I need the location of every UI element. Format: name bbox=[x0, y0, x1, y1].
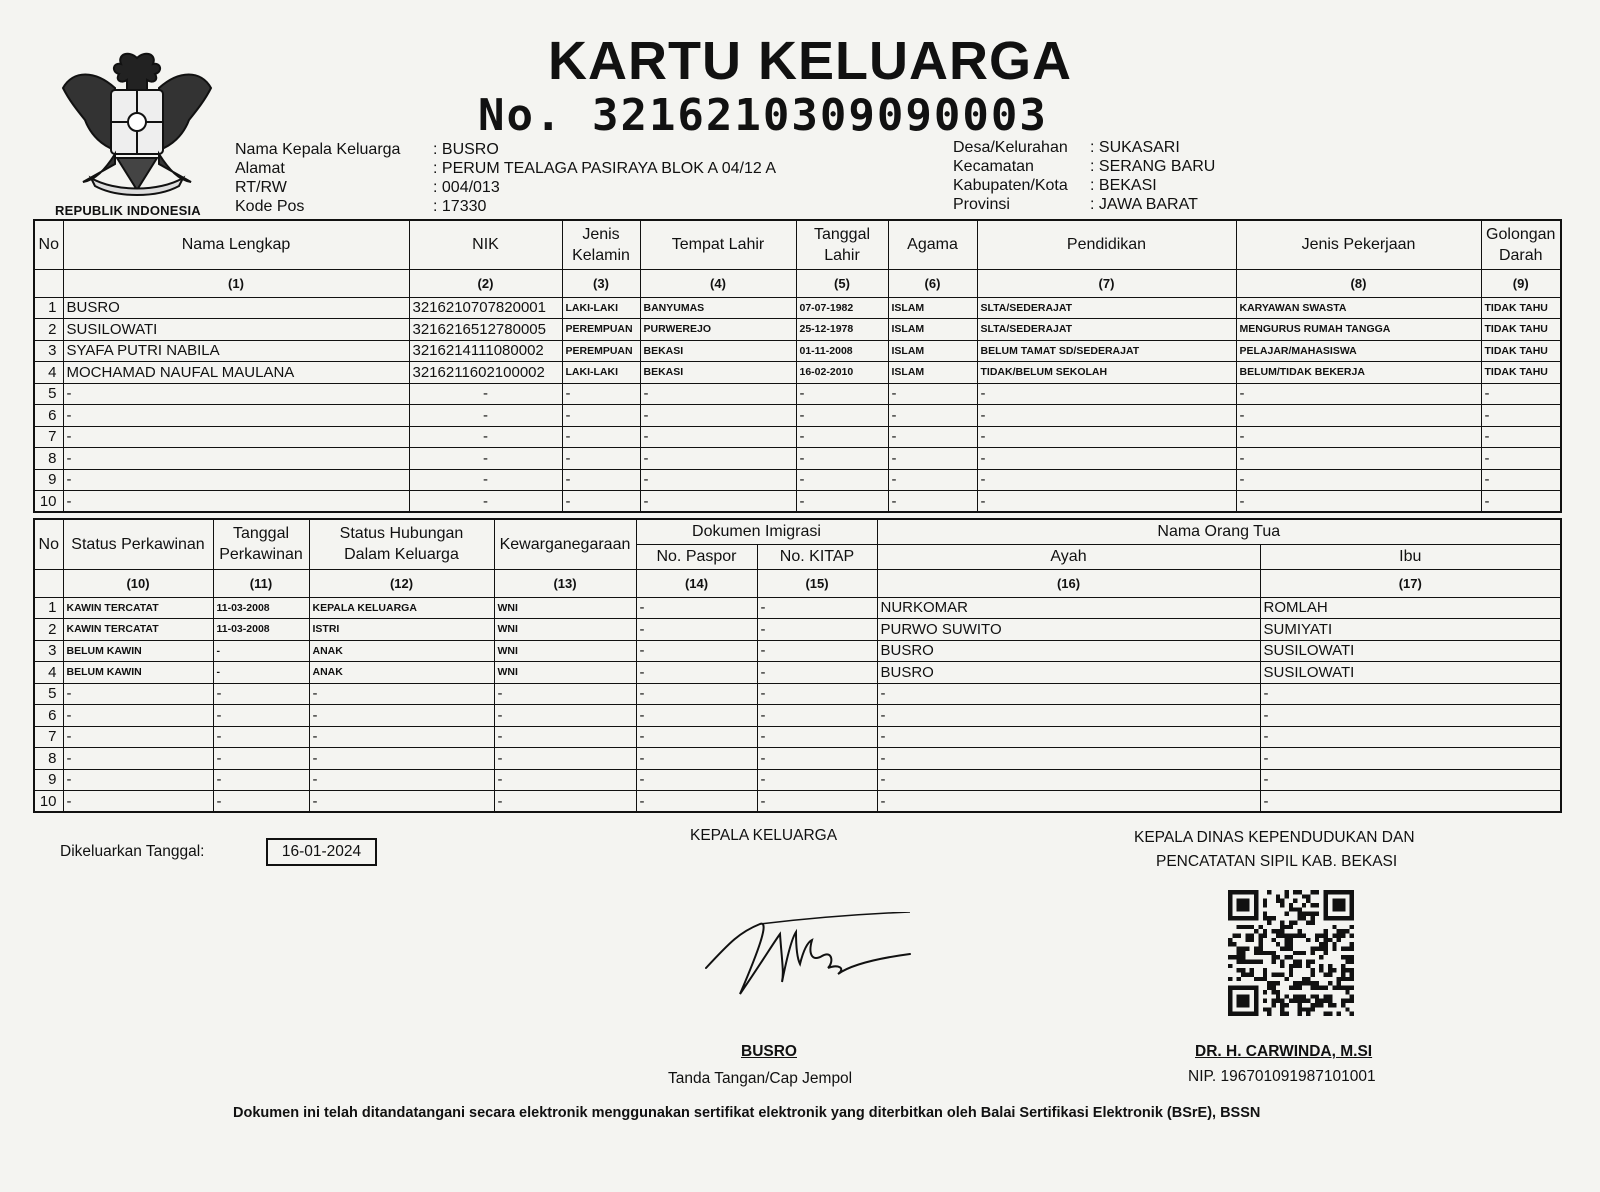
table-cell: - bbox=[977, 405, 1236, 427]
table-cell: - bbox=[796, 426, 888, 448]
table-cell: TIDAK TAHU bbox=[1481, 297, 1561, 319]
members-header-row bbox=[34, 220, 1561, 269]
table-cell: - bbox=[977, 469, 1236, 491]
table-cell: - bbox=[494, 683, 636, 705]
col-header: No bbox=[34, 519, 63, 569]
table-cell: - bbox=[213, 640, 309, 662]
table-cell: 5 bbox=[34, 383, 63, 405]
table-cell: - bbox=[877, 748, 1260, 770]
table-row bbox=[34, 297, 1561, 319]
head-caption: Tanda Tangan/Cap Jempol bbox=[668, 1070, 853, 1087]
table-row bbox=[34, 426, 1561, 448]
col-number: (16) bbox=[877, 569, 1260, 597]
col-number: (11) bbox=[213, 569, 309, 597]
table-cell: - bbox=[562, 448, 640, 470]
table-cell: - bbox=[1236, 469, 1481, 491]
table-row bbox=[34, 405, 1561, 427]
table-cell: - bbox=[409, 383, 562, 405]
status-table bbox=[33, 518, 1562, 813]
table-cell: - bbox=[1481, 426, 1561, 448]
table-cell: - bbox=[213, 769, 309, 791]
table-cell: - bbox=[309, 791, 494, 813]
table-cell: - bbox=[562, 491, 640, 513]
col-header: NIK bbox=[409, 220, 562, 269]
col-header: Dokumen Imigrasi bbox=[636, 519, 877, 544]
members-table bbox=[33, 219, 1562, 513]
table-cell: 16-02-2010 bbox=[796, 362, 888, 384]
table-cell: 1 bbox=[34, 297, 63, 319]
col-header: Golongan Darah bbox=[1481, 220, 1561, 269]
table-cell: PURWO SUWITO bbox=[877, 619, 1260, 641]
table-row bbox=[34, 748, 1561, 770]
table-cell: - bbox=[309, 705, 494, 727]
info-label: Nama Kepala Keluarga bbox=[235, 141, 401, 158]
table-row bbox=[34, 491, 1561, 513]
col-header: Status Perkawinan bbox=[63, 519, 213, 569]
table-cell: - bbox=[63, 705, 213, 727]
table-cell: TIDAK TAHU bbox=[1481, 340, 1561, 362]
info-value: : JAWA BARAT bbox=[1090, 196, 1198, 213]
table-cell: BELUM KAWIN bbox=[63, 662, 213, 684]
status-body bbox=[34, 597, 1561, 812]
table-cell: - bbox=[640, 469, 796, 491]
table-cell: 3216216512780005 bbox=[409, 319, 562, 341]
table-cell: - bbox=[977, 491, 1236, 513]
table-cell: - bbox=[1260, 705, 1561, 727]
table-cell: KARYAWAN SWASTA bbox=[1236, 297, 1481, 319]
table-row bbox=[34, 469, 1561, 491]
col-header: Jenis Kelamin bbox=[562, 220, 640, 269]
col-header: Agama bbox=[888, 220, 977, 269]
info-left-values bbox=[433, 140, 776, 216]
col-header: Jenis Pekerjaan bbox=[1236, 220, 1481, 269]
table-cell: 2 bbox=[34, 619, 63, 641]
col-number: (6) bbox=[888, 269, 977, 297]
table-cell: - bbox=[757, 726, 877, 748]
issued-date: 16-01-2024 bbox=[266, 838, 377, 866]
col-header: Kewarganegaraan bbox=[494, 519, 636, 569]
official-name: DR. H. CARWINDA, M.SI bbox=[1195, 1043, 1373, 1060]
table-cell: 9 bbox=[34, 769, 63, 791]
col-header: Tempat Lahir bbox=[640, 220, 796, 269]
col-header: Status Hubungan Dalam Keluarga bbox=[309, 519, 494, 569]
table-cell: ROMLAH bbox=[1260, 597, 1561, 619]
table-cell: - bbox=[636, 640, 757, 662]
table-row bbox=[34, 705, 1561, 727]
col-number: (12) bbox=[309, 569, 494, 597]
col-number: (5) bbox=[796, 269, 888, 297]
info-right-values bbox=[1090, 138, 1215, 214]
table-cell: - bbox=[1236, 426, 1481, 448]
table-cell: BANYUMAS bbox=[640, 297, 796, 319]
table-cell: - bbox=[213, 726, 309, 748]
table-cell: - bbox=[877, 769, 1260, 791]
col-header: Ayah bbox=[877, 544, 1260, 569]
table-cell: - bbox=[63, 491, 409, 513]
table-cell: - bbox=[562, 383, 640, 405]
emblem-caption: REPUBLIK INDONESIA bbox=[55, 203, 201, 218]
col-header: Nama Orang Tua bbox=[877, 519, 1561, 544]
official-title-line-2: PENCATATAN SIPIL KAB. BEKASI bbox=[1156, 853, 1398, 870]
table-cell: SUMIYATI bbox=[1260, 619, 1561, 641]
table-cell: WNI bbox=[494, 640, 636, 662]
table-cell: - bbox=[640, 383, 796, 405]
table-cell: LAKI-LAKI bbox=[562, 297, 640, 319]
table-cell: - bbox=[757, 597, 877, 619]
table-cell: - bbox=[63, 791, 213, 813]
table-cell: - bbox=[796, 383, 888, 405]
table-cell: 6 bbox=[34, 405, 63, 427]
col-header: Nama Lengkap bbox=[63, 220, 409, 269]
table-cell: WNI bbox=[494, 619, 636, 641]
table-cell: - bbox=[1481, 383, 1561, 405]
table-cell: - bbox=[494, 791, 636, 813]
table-cell: - bbox=[309, 683, 494, 705]
table-cell: - bbox=[562, 426, 640, 448]
table-cell: - bbox=[1481, 491, 1561, 513]
table-cell: 11-03-2008 bbox=[213, 597, 309, 619]
table-cell: - bbox=[636, 791, 757, 813]
table-cell: - bbox=[1236, 405, 1481, 427]
table-cell: MOCHAMAD NAUFAL MAULANA bbox=[63, 362, 409, 384]
table-cell: - bbox=[796, 448, 888, 470]
table-cell: PELAJAR/MAHASISWA bbox=[1236, 340, 1481, 362]
table-cell: - bbox=[757, 791, 877, 813]
table-cell: - bbox=[636, 726, 757, 748]
disclaimer: Dokumen ini telah ditandatangani secara elektronik menggunakan sertifikat elektronik yang diterbitkan oleh Balai Sertifikasi Elektronik (BSrE), BSSN bbox=[233, 1105, 1261, 1121]
table-row bbox=[34, 683, 1561, 705]
table-cell: SLTA/SEDERAJAT bbox=[977, 319, 1236, 341]
info-value: : 004/013 bbox=[433, 179, 500, 196]
table-cell: - bbox=[636, 683, 757, 705]
table-cell: 07-07-1982 bbox=[796, 297, 888, 319]
table-cell: - bbox=[409, 491, 562, 513]
table-cell: SUSILOWATI bbox=[63, 319, 409, 341]
garuda-emblem-icon bbox=[55, 40, 220, 205]
table-cell: 8 bbox=[34, 448, 63, 470]
table-cell: PURWEREJO bbox=[640, 319, 796, 341]
table-cell: PEREMPUAN bbox=[562, 340, 640, 362]
table-cell: - bbox=[63, 448, 409, 470]
table-cell: ISLAM bbox=[888, 297, 977, 319]
table-row bbox=[34, 791, 1561, 813]
info-value: : BEKASI bbox=[1090, 177, 1157, 194]
table-cell: - bbox=[640, 491, 796, 513]
info-value: : SUKASARI bbox=[1090, 139, 1180, 156]
col-header: No bbox=[34, 220, 63, 269]
table-cell: - bbox=[63, 426, 409, 448]
table-cell: ANAK bbox=[309, 640, 494, 662]
members-number-row bbox=[34, 269, 1561, 297]
info-label: Provinsi bbox=[953, 196, 1010, 213]
table-cell: - bbox=[757, 662, 877, 684]
table-row bbox=[34, 383, 1561, 405]
table-cell: - bbox=[63, 405, 409, 427]
table-cell: BEKASI bbox=[640, 340, 796, 362]
info-value: : 17330 bbox=[433, 198, 487, 215]
table-cell: LAKI-LAKI bbox=[562, 362, 640, 384]
table-cell: - bbox=[494, 748, 636, 770]
table-cell: - bbox=[796, 491, 888, 513]
table-cell: - bbox=[562, 405, 640, 427]
table-cell: BUSRO bbox=[877, 640, 1260, 662]
col-header: No. KITAP bbox=[757, 544, 877, 569]
table-cell: 3216211602100002 bbox=[409, 362, 562, 384]
table-cell: NURKOMAR bbox=[877, 597, 1260, 619]
table-cell: - bbox=[1236, 448, 1481, 470]
status-header-row-1 bbox=[34, 519, 1561, 544]
table-cell: - bbox=[757, 705, 877, 727]
table-cell: - bbox=[796, 469, 888, 491]
info-left-labels bbox=[235, 140, 400, 216]
table-cell: ISTRI bbox=[309, 619, 494, 641]
table-cell: - bbox=[640, 426, 796, 448]
col-number bbox=[34, 269, 63, 297]
official-nip: NIP. 196701091987101001 bbox=[1188, 1068, 1376, 1085]
table-cell: ISLAM bbox=[888, 340, 977, 362]
table-cell: - bbox=[888, 383, 977, 405]
table-row bbox=[34, 619, 1561, 641]
table-cell: 3 bbox=[34, 640, 63, 662]
info-label: Kode Pos bbox=[235, 198, 305, 215]
table-cell: - bbox=[757, 748, 877, 770]
table-cell: ISLAM bbox=[888, 362, 977, 384]
info-value: : BUSRO bbox=[433, 141, 499, 158]
col-number: (3) bbox=[562, 269, 640, 297]
table-cell: MENGURUS RUMAH TANGGA bbox=[1236, 319, 1481, 341]
table-cell: BELUM TAMAT SD/SEDERAJAT bbox=[977, 340, 1236, 362]
table-cell: - bbox=[1236, 491, 1481, 513]
table-cell: SYAFA PUTRI NABILA bbox=[63, 340, 409, 362]
col-number: (10) bbox=[63, 569, 213, 597]
table-cell: - bbox=[63, 748, 213, 770]
table-cell: 5 bbox=[34, 683, 63, 705]
table-cell: - bbox=[877, 791, 1260, 813]
table-cell: - bbox=[888, 491, 977, 513]
col-number bbox=[34, 569, 63, 597]
table-row bbox=[34, 640, 1561, 662]
table-cell: TIDAK/BELUM SEKOLAH bbox=[977, 362, 1236, 384]
document-title: KARTU KELUARGA bbox=[548, 31, 1072, 91]
official-title-line-1: KEPALA DINAS KEPENDUDUKAN DAN bbox=[1134, 829, 1415, 846]
col-number: (1) bbox=[63, 269, 409, 297]
head-title: KEPALA KELUARGA bbox=[690, 827, 838, 844]
table-cell: - bbox=[213, 662, 309, 684]
table-cell: - bbox=[63, 683, 213, 705]
table-cell: - bbox=[888, 426, 977, 448]
col-number: (7) bbox=[977, 269, 1236, 297]
info-label: Alamat bbox=[235, 160, 285, 177]
table-cell: - bbox=[1481, 448, 1561, 470]
table-cell: 9 bbox=[34, 469, 63, 491]
table-cell: - bbox=[888, 448, 977, 470]
table-cell: 6 bbox=[34, 705, 63, 727]
qr-code-icon bbox=[1228, 890, 1354, 1016]
table-cell: - bbox=[494, 769, 636, 791]
col-header: Ibu bbox=[1260, 544, 1561, 569]
table-cell: - bbox=[309, 769, 494, 791]
col-number: (17) bbox=[1260, 569, 1561, 597]
table-cell: - bbox=[888, 405, 977, 427]
table-cell: - bbox=[977, 448, 1236, 470]
table-row bbox=[34, 319, 1561, 341]
table-cell: 01-11-2008 bbox=[796, 340, 888, 362]
table-cell: 7 bbox=[34, 726, 63, 748]
table-row bbox=[34, 726, 1561, 748]
table-cell: - bbox=[409, 448, 562, 470]
col-header: Tanggal Perkawinan bbox=[213, 519, 309, 569]
head-name: BUSRO bbox=[741, 1043, 797, 1060]
col-header: Pendidikan bbox=[977, 220, 1236, 269]
table-cell: BUSRO bbox=[877, 662, 1260, 684]
table-cell: BEKASI bbox=[640, 362, 796, 384]
table-cell: - bbox=[640, 405, 796, 427]
info-label: Kecamatan bbox=[953, 158, 1034, 175]
table-cell: - bbox=[1260, 791, 1561, 813]
table-cell: KAWIN TERCATAT bbox=[63, 619, 213, 641]
table-row bbox=[34, 448, 1561, 470]
table-cell: - bbox=[562, 469, 640, 491]
info-label: RT/RW bbox=[235, 179, 287, 196]
table-cell: - bbox=[757, 769, 877, 791]
table-cell: - bbox=[877, 726, 1260, 748]
table-cell: - bbox=[63, 726, 213, 748]
col-number: (14) bbox=[636, 569, 757, 597]
table-cell: 10 bbox=[34, 791, 63, 813]
table-cell: PEREMPUAN bbox=[562, 319, 640, 341]
info-right-labels bbox=[953, 138, 1068, 214]
table-cell: - bbox=[636, 597, 757, 619]
table-cell: SLTA/SEDERAJAT bbox=[977, 297, 1236, 319]
table-cell: ISLAM bbox=[888, 319, 977, 341]
table-cell: - bbox=[757, 640, 877, 662]
table-cell: BELUM/TIDAK BEKERJA bbox=[1236, 362, 1481, 384]
table-row bbox=[34, 362, 1561, 384]
info-value: : PERUM TEALAGA PASIRAYA BLOK A 04/12 A bbox=[433, 160, 776, 177]
table-cell: 4 bbox=[34, 362, 63, 384]
table-cell: KAWIN TERCATAT bbox=[63, 597, 213, 619]
status-number-row bbox=[34, 569, 1561, 597]
table-cell: - bbox=[888, 469, 977, 491]
table-cell: - bbox=[636, 769, 757, 791]
col-number: (13) bbox=[494, 569, 636, 597]
table-cell: BUSRO bbox=[63, 297, 409, 319]
table-cell: - bbox=[977, 426, 1236, 448]
table-cell: KEPALA KELUARGA bbox=[309, 597, 494, 619]
table-cell: - bbox=[640, 448, 796, 470]
col-number: (8) bbox=[1236, 269, 1481, 297]
table-cell: - bbox=[636, 705, 757, 727]
table-cell: 1 bbox=[34, 597, 63, 619]
table-row bbox=[34, 769, 1561, 791]
table-cell: 4 bbox=[34, 662, 63, 684]
table-cell: - bbox=[1481, 405, 1561, 427]
col-number: (2) bbox=[409, 269, 562, 297]
table-cell: 3 bbox=[34, 340, 63, 362]
table-cell: - bbox=[213, 791, 309, 813]
table-cell: - bbox=[1260, 748, 1561, 770]
table-cell: - bbox=[1260, 726, 1561, 748]
table-cell: BELUM KAWIN bbox=[63, 640, 213, 662]
table-cell: - bbox=[757, 683, 877, 705]
table-cell: - bbox=[409, 405, 562, 427]
table-cell: - bbox=[309, 726, 494, 748]
table-cell: - bbox=[1260, 683, 1561, 705]
table-cell: ANAK bbox=[309, 662, 494, 684]
table-cell: TIDAK TAHU bbox=[1481, 319, 1561, 341]
table-cell: - bbox=[494, 726, 636, 748]
table-cell: 8 bbox=[34, 748, 63, 770]
col-number: (4) bbox=[640, 269, 796, 297]
table-cell: - bbox=[309, 748, 494, 770]
table-cell: - bbox=[63, 469, 409, 491]
head-signature bbox=[700, 912, 915, 1012]
table-cell: - bbox=[636, 619, 757, 641]
table-cell: - bbox=[213, 748, 309, 770]
table-cell: WNI bbox=[494, 597, 636, 619]
info-label: Kabupaten/Kota bbox=[953, 177, 1068, 194]
table-cell: SUSILOWATI bbox=[1260, 640, 1561, 662]
table-row bbox=[34, 340, 1561, 362]
col-header: No. Paspor bbox=[636, 544, 757, 569]
table-cell: - bbox=[636, 748, 757, 770]
table-cell: - bbox=[796, 405, 888, 427]
table-row bbox=[34, 597, 1561, 619]
table-cell: 2 bbox=[34, 319, 63, 341]
table-cell: 11-03-2008 bbox=[213, 619, 309, 641]
table-cell: 3216210707820001 bbox=[409, 297, 562, 319]
table-cell: - bbox=[877, 683, 1260, 705]
table-cell: - bbox=[409, 469, 562, 491]
table-cell: 25-12-1978 bbox=[796, 319, 888, 341]
table-cell: 7 bbox=[34, 426, 63, 448]
table-cell: - bbox=[63, 383, 409, 405]
table-cell: WNI bbox=[494, 662, 636, 684]
table-cell: - bbox=[494, 705, 636, 727]
table-cell: - bbox=[213, 705, 309, 727]
info-value: : SERANG BARU bbox=[1090, 158, 1216, 175]
card-number: No. 3216210309090003 bbox=[478, 90, 1048, 141]
table-cell: - bbox=[877, 705, 1260, 727]
table-cell: 3216214111080002 bbox=[409, 340, 562, 362]
col-header: Tanggal Lahir bbox=[796, 220, 888, 269]
issued-label: Dikeluarkan Tanggal: bbox=[60, 843, 205, 860]
table-cell: - bbox=[757, 619, 877, 641]
table-cell: SUSILOWATI bbox=[1260, 662, 1561, 684]
col-number: (9) bbox=[1481, 269, 1561, 297]
table-cell: TIDAK TAHU bbox=[1481, 362, 1561, 384]
members-body bbox=[34, 297, 1561, 512]
table-row bbox=[34, 662, 1561, 684]
table-cell: - bbox=[1481, 469, 1561, 491]
info-label: Desa/Kelurahan bbox=[953, 139, 1068, 156]
table-cell: - bbox=[1260, 769, 1561, 791]
col-number: (15) bbox=[757, 569, 877, 597]
table-cell: - bbox=[213, 683, 309, 705]
table-cell: - bbox=[1236, 383, 1481, 405]
table-cell: - bbox=[636, 662, 757, 684]
table-cell: - bbox=[977, 383, 1236, 405]
table-cell: - bbox=[63, 769, 213, 791]
table-cell: - bbox=[409, 426, 562, 448]
table-cell: 10 bbox=[34, 491, 63, 513]
